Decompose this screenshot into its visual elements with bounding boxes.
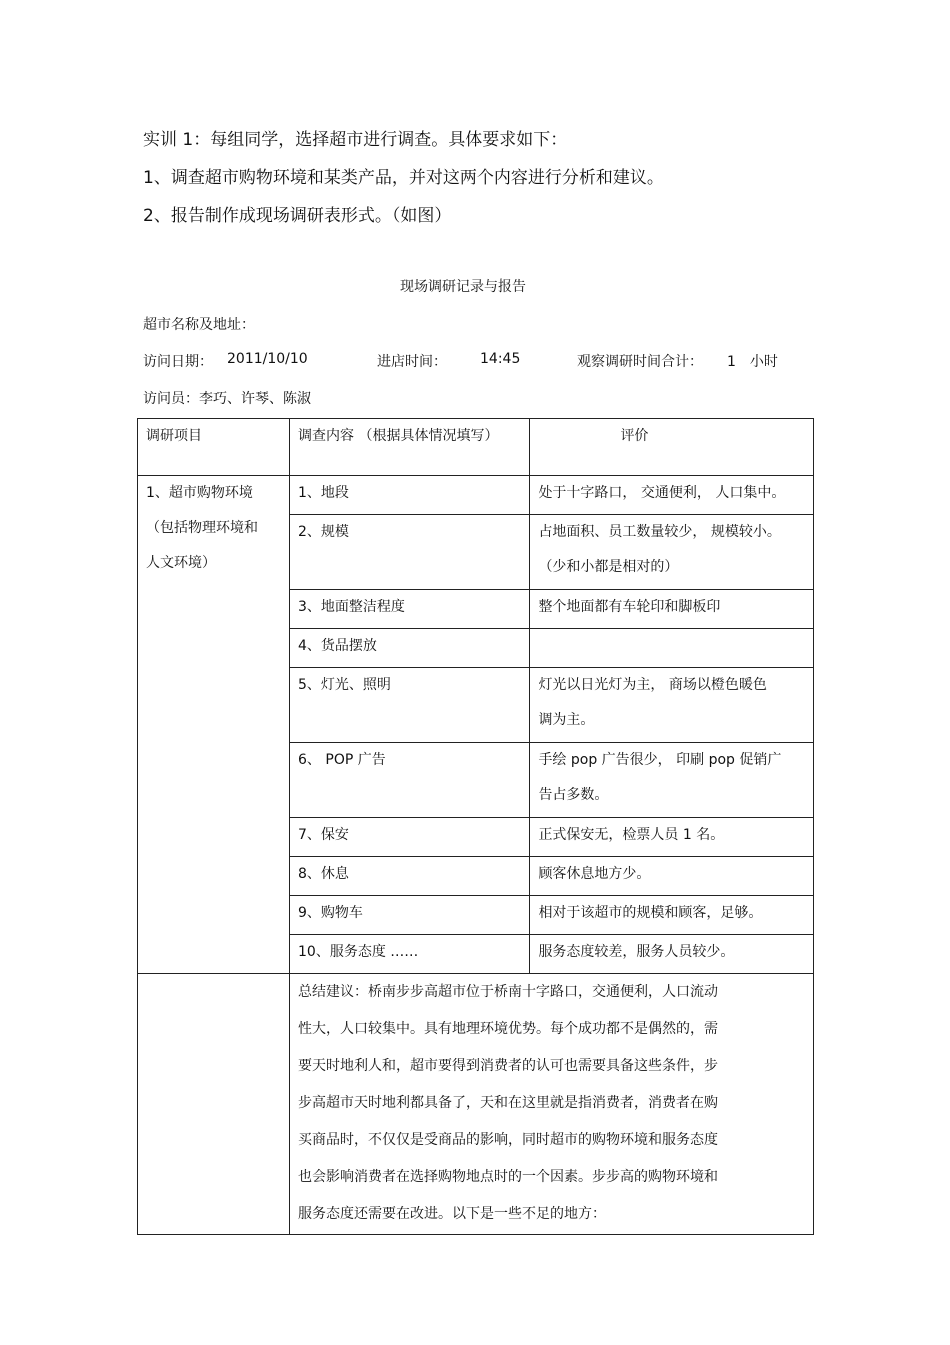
evaluation-cell [530, 857, 814, 896]
item-cell: 9、购物车 [290, 896, 530, 935]
header-content: 调查内容 （根据具体情况填写） [290, 419, 530, 476]
item-cell: 4、货品摆放 [290, 629, 530, 668]
evaluation-cell [530, 476, 814, 515]
summary-line: 步高超市天时地利都具备了，天和在这里就是指消费者，消费者在购 [298, 1095, 719, 1111]
item-cell: 10、服务态度 …… [290, 935, 530, 974]
evaluation-line: 灯光以日光灯为主， 商场以橙色暖色 [538, 677, 767, 693]
item-cell: 1、地段 [290, 476, 530, 515]
requirement-2: 2、报告制作成现场调研表形式。（如图） [143, 206, 452, 226]
interviewers-value: 李巧、许琴、陈淑 [199, 391, 311, 407]
summary-line: 买商品时，不仅仅是受商品的影响，同时超市的购物环境和服务态度 [298, 1132, 719, 1148]
evaluation-line: 相对于该超市的规模和顾客，足够。 [538, 905, 763, 921]
evaluation-line: 告占多数。 [538, 787, 609, 803]
summary-row [138, 974, 814, 1235]
summary-cell [290, 974, 814, 1235]
evaluation-cell [530, 668, 814, 743]
summary-line: 要天时地利人和，超市要得到消费者的认可也需要具备这些条件，步 [298, 1058, 719, 1074]
category-line: 人文环境） [146, 555, 216, 571]
visit-date-value: 2011/10/10 [227, 351, 308, 367]
store-name-label: 超市名称及地址： [143, 317, 255, 333]
evaluation-line: 手绘 pop 广告很少， 印刷 pop 促销广 [538, 752, 782, 768]
total-time-value: 1 小时 [727, 354, 778, 370]
summary-empty-cell [138, 974, 290, 1235]
evaluation-cell [530, 818, 814, 857]
item-cell: 8、休息 [290, 857, 530, 896]
summary-line: 也会影响消费者在选择购物地点时的一个因素。步步高的购物环境和 [298, 1169, 719, 1185]
evaluation-line: 服务态度较差，服务人员较少。 [538, 944, 735, 960]
report-title: 现场调研记录与报告 [400, 279, 526, 295]
summary-line: 总结建议：桥南步步高超市位于桥南十字路口，交通便利，人口流动 [298, 984, 719, 1000]
summary-line: 服务态度还需要在改进。以下是一些不足的地方： [298, 1206, 607, 1222]
item-cell: 5、灯光、照明 [290, 668, 530, 743]
visit-date-label: 访问日期： [143, 354, 213, 370]
table-header-row [138, 419, 814, 476]
item-cell: 2、规模 [290, 515, 530, 590]
interviewers-label: 访问员： [143, 391, 199, 407]
summary-line: 性大，人口较集中。具有地理环境优势。每个成功都不是偶然的，需 [298, 1021, 719, 1037]
evaluation-cell [530, 743, 814, 818]
total-time-label: 观察调研时间合计： [577, 354, 703, 370]
evaluation-line: （少和小都是相对的） [538, 559, 679, 575]
evaluation-cell [530, 896, 814, 935]
requirement-1: 1、调查超市购物环境和某类产品，并对这两个内容进行分析和建议。 [143, 168, 664, 188]
evaluation-cell [530, 935, 814, 974]
task-heading: 实训 1：每组同学，选择超市进行调查。具体要求如下： [143, 130, 568, 150]
evaluation-cell [530, 629, 814, 668]
evaluation-line: 占地面积、员工数量较少， 规模较小。 [538, 524, 781, 540]
evaluation-cell [530, 515, 814, 590]
evaluation-line: 处于十字路口， 交通便利， 人口集中。 [538, 485, 786, 501]
evaluation-line: 正式保安无，检票人员 1 名。 [538, 827, 725, 843]
item-cell: 6、 POP 广告 [290, 743, 530, 818]
interviewers-line [143, 388, 311, 408]
category-cell [138, 476, 290, 974]
category-line: 1、超市购物环境 [146, 485, 253, 501]
item-cell: 7、保安 [290, 818, 530, 857]
evaluation-line: 顾客休息地方少。 [538, 866, 651, 882]
enter-time-label: 进店时间： [377, 354, 447, 370]
evaluation-line: 调为主。 [538, 712, 595, 728]
table-row [138, 476, 814, 515]
enter-time-value: 14:45 [480, 351, 521, 367]
item-cell: 3、地面整洁程度 [290, 590, 530, 629]
header-item: 调研项目 [138, 419, 290, 476]
survey-table [137, 418, 814, 1235]
evaluation-cell [530, 590, 814, 629]
evaluation-line: 整个地面都有车轮印和脚板印 [538, 599, 721, 615]
header-evaluation: 评价 [530, 419, 814, 476]
category-line: （包括物理环境和 [146, 520, 258, 536]
